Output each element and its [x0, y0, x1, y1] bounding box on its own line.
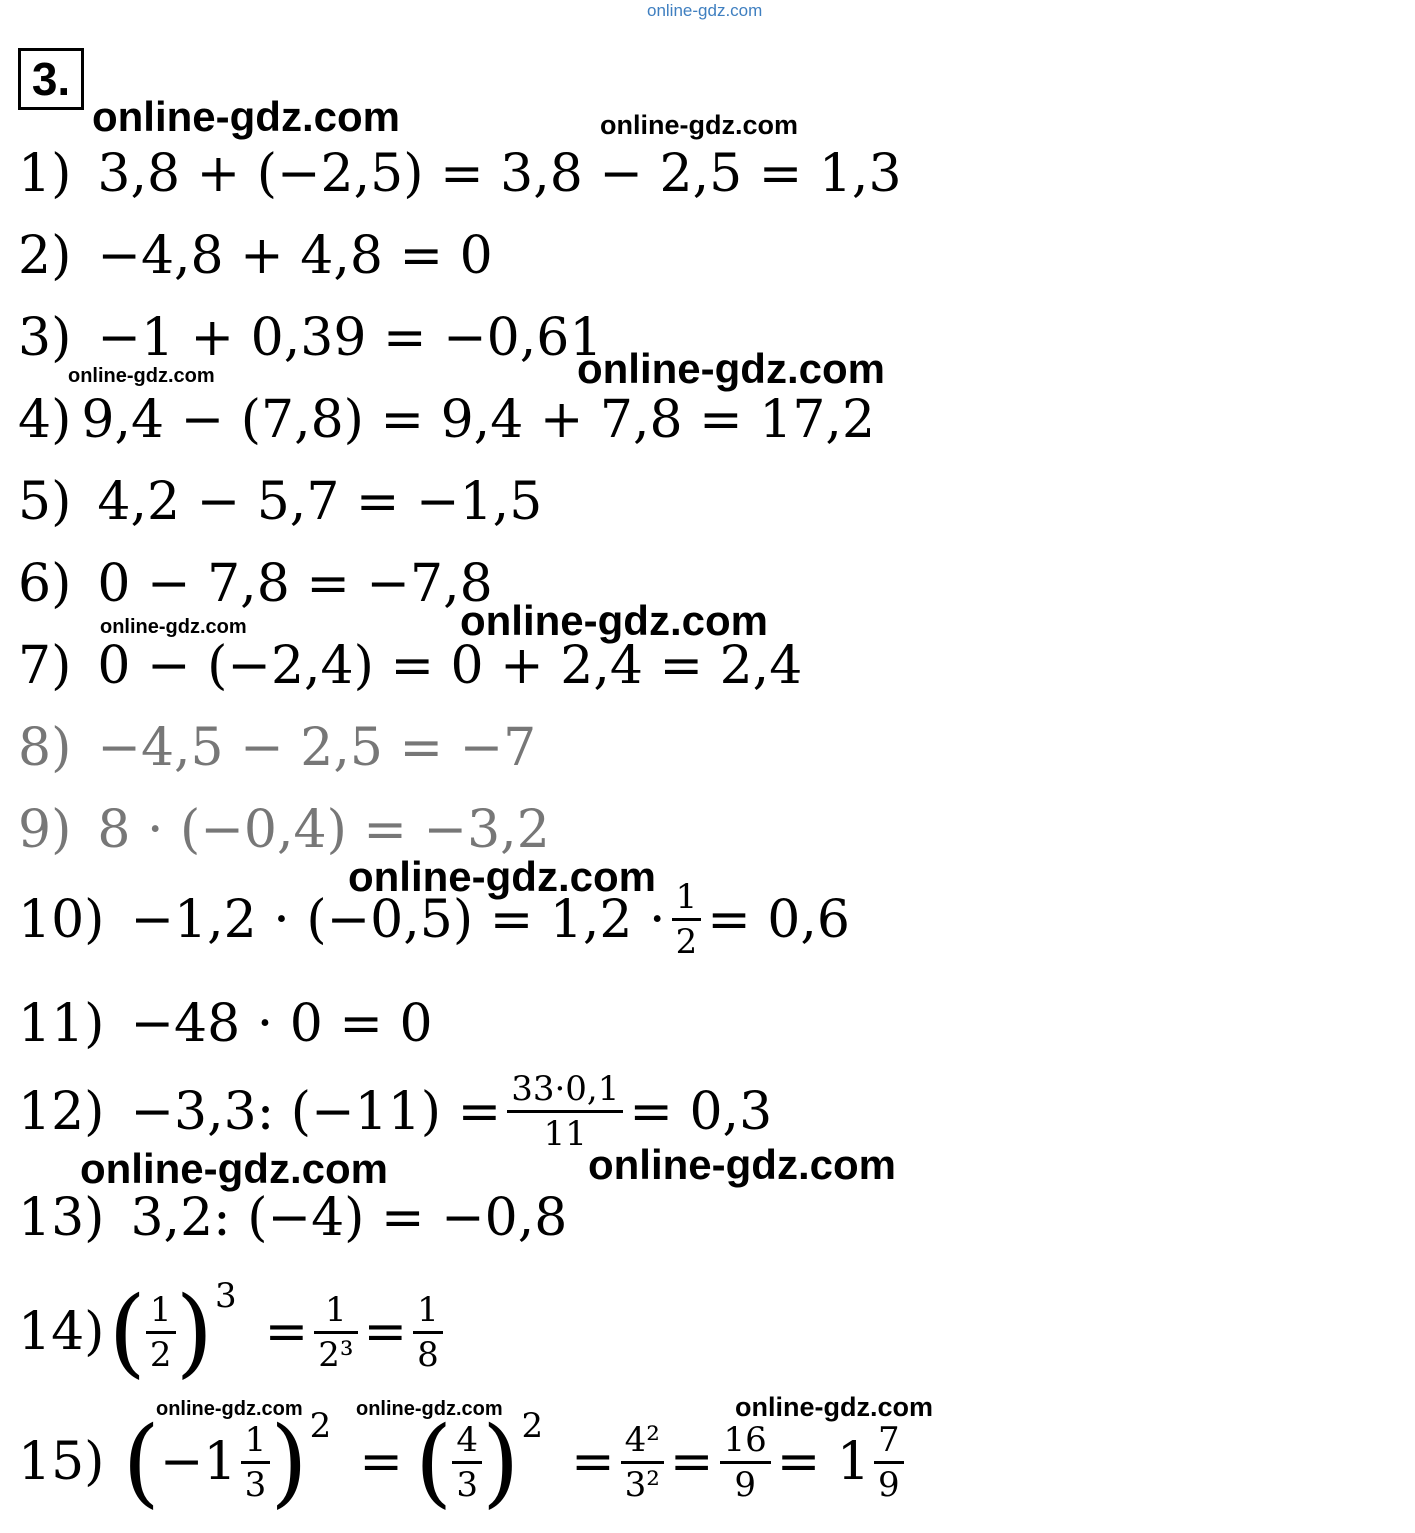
solution-line-13	[18, 1188, 568, 1248]
equals: =	[571, 1432, 615, 1492]
fraction	[314, 1289, 357, 1375]
fraction	[146, 1289, 176, 1375]
expression: 3,2: (−4) = −0,8	[130, 1188, 568, 1248]
expression: 4,2 − 5,7 = −1,5	[97, 472, 543, 532]
expression: 0 − 7,8 = −7,8	[97, 554, 493, 614]
numerator: 4²	[624, 1419, 660, 1460]
expression: 3,8 + (−2,5) = 3,8 − 2,5 = 1,3	[97, 144, 902, 204]
solution-line-5	[18, 472, 543, 532]
mixed-whole: −1	[159, 1432, 237, 1492]
numerator: 1	[244, 1419, 267, 1460]
watermark: online-gdz.com	[80, 1145, 388, 1192]
denominator: 2³	[318, 1334, 354, 1375]
watermark: online-gdz.com	[92, 93, 400, 140]
fraction	[874, 1419, 904, 1505]
line-number: 14)	[18, 1302, 105, 1362]
denominator: 9	[877, 1464, 900, 1505]
exponent: 2	[309, 1406, 332, 1446]
line-number: 13)	[18, 1188, 105, 1248]
denominator: 3	[244, 1464, 267, 1505]
line-number: 11)	[18, 994, 105, 1054]
solution-line-7	[18, 636, 803, 696]
fraction	[720, 1419, 771, 1505]
expression-right: = 0,3	[629, 1081, 773, 1142]
watermark: online-gdz.com	[68, 365, 215, 387]
line-number: 6)	[18, 554, 72, 614]
line-number: 4)	[18, 390, 72, 450]
expression: 8 · (−0,4) = −3,2	[97, 800, 550, 860]
line-number: 12)	[18, 1081, 105, 1142]
watermark: online-gdz.com	[100, 616, 247, 638]
fraction	[507, 1069, 623, 1154]
line-number: 1)	[18, 144, 72, 204]
numerator: 33·0,1	[511, 1069, 620, 1109]
line-number: 5)	[18, 472, 72, 532]
solution-line-9	[18, 800, 550, 860]
line-number: 10)	[18, 889, 105, 950]
numerator: 4	[456, 1419, 478, 1460]
fraction	[672, 877, 702, 962]
solution-line-1	[18, 144, 902, 204]
equals: =	[363, 1302, 408, 1362]
denominator: 11	[543, 1114, 587, 1154]
solution-line-12	[18, 1069, 773, 1154]
equals: = 1	[776, 1432, 870, 1492]
watermark: online-gdz.com	[156, 1398, 303, 1420]
solution-line-14: 14) ( $\frac{1}{2}$ ) 3 = $\frac{1}{\text{2³}}$ = $\frac{1}{8}$	[18, 1284, 449, 1380]
exponent: 2	[521, 1406, 544, 1446]
task-number: 3.	[18, 48, 84, 110]
solution-line-15: 15) ( −1 $\frac{1}{3}$ ) 2 = ( $\frac{4}{3}$ ) 2 = $\frac{\text{4²}}{\text{3²}}$ = $\frac{16}{9}$ = 1 $\frac{7}{9}$	[18, 1414, 910, 1510]
solution-line-2	[18, 226, 493, 286]
solution-line-8	[18, 718, 537, 778]
numerator: 1	[149, 1289, 172, 1330]
fraction	[452, 1419, 482, 1505]
watermark: online-gdz.com	[600, 110, 798, 140]
equals: =	[264, 1302, 309, 1362]
fraction	[241, 1419, 271, 1505]
denominator: 3²	[624, 1464, 660, 1505]
line-number: 15)	[18, 1432, 105, 1492]
denominator: 3	[456, 1464, 478, 1505]
line-number: 8)	[18, 718, 72, 778]
denominator: 2	[675, 922, 698, 962]
denominator: 2	[149, 1334, 172, 1375]
solution-line-6	[18, 554, 493, 614]
solution-line-11	[18, 994, 433, 1054]
watermark: online-gdz.com	[577, 345, 885, 392]
watermark: online-gdz.com	[588, 1141, 896, 1188]
fraction	[413, 1289, 443, 1375]
watermark: online-gdz.com	[460, 597, 768, 644]
denominator: 8	[417, 1334, 439, 1375]
solution-line-10	[18, 877, 850, 962]
expression-left: −3,3: (−11) =	[130, 1081, 502, 1142]
fraction	[621, 1419, 664, 1505]
solution-line-4	[18, 390, 876, 450]
expression: −4,5 − 2,5 = −7	[97, 718, 537, 778]
solution-line-3	[18, 308, 603, 368]
watermark: online-gdz.com	[735, 1392, 933, 1422]
expression: −1 + 0,39 = −0,61	[97, 308, 603, 368]
equals: =	[669, 1432, 714, 1492]
expression-right: = 0,6	[707, 889, 850, 950]
watermark: online-gdz.com	[348, 853, 656, 900]
denominator: 9	[734, 1464, 756, 1505]
exponent: 3	[215, 1276, 237, 1316]
expression: −4,8 + 4,8 = 0	[97, 226, 493, 286]
line-number: 3)	[18, 308, 72, 368]
equals: =	[359, 1432, 403, 1492]
numerator: 1	[675, 877, 698, 917]
numerator: 16	[723, 1419, 767, 1460]
watermark-top: online-gdz.com	[647, 1, 763, 20]
line-number: 2)	[18, 226, 72, 286]
numerator: 1	[325, 1289, 347, 1330]
expression: 0 − (−2,4) = 0 + 2,4 = 2,4	[97, 636, 803, 696]
line-number: 9)	[18, 800, 72, 860]
numerator: 7	[877, 1419, 900, 1460]
expression: 9,4 − (7,8) = 9,4 + 7,8 = 17,2	[81, 390, 876, 450]
watermark: online-gdz.com	[356, 1398, 503, 1420]
numerator: 1	[417, 1289, 439, 1330]
expression-left: −1,2 · (−0,5) = 1,2 ·	[130, 889, 666, 950]
expression: −48 · 0 = 0	[130, 994, 433, 1054]
line-number: 7)	[18, 636, 72, 696]
